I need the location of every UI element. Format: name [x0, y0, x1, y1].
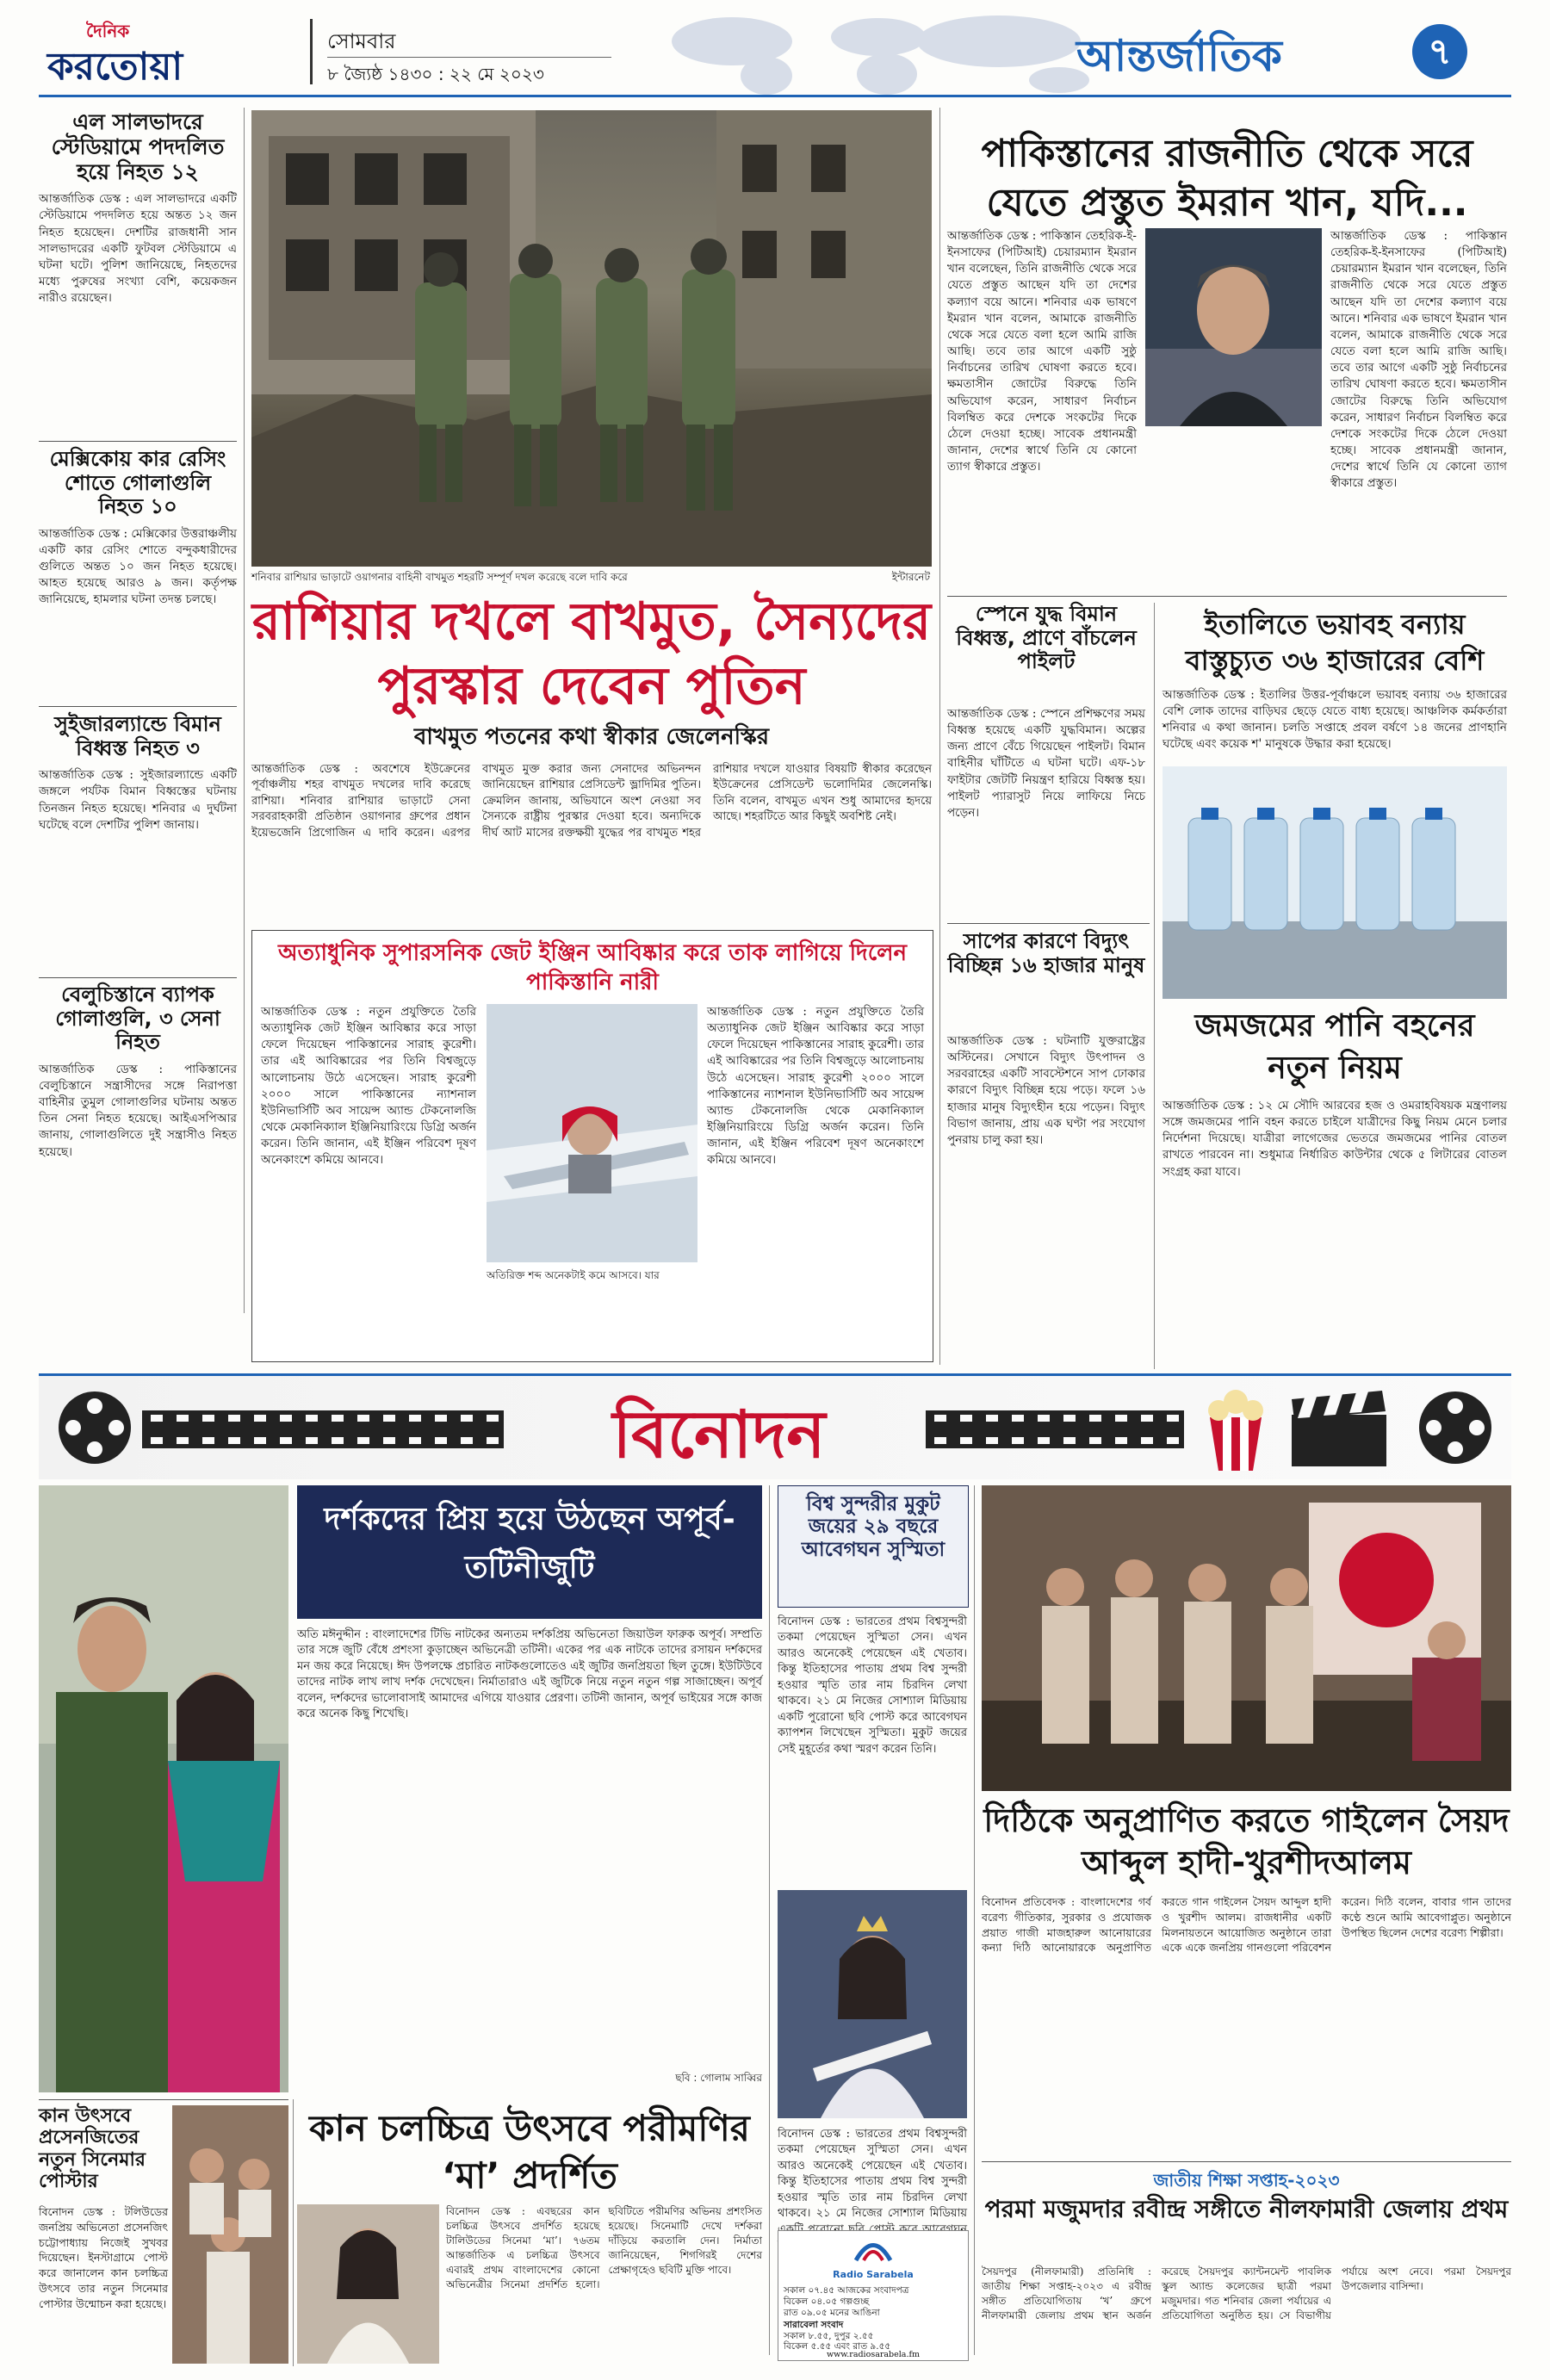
story-title: সুইজারল্যান্ডে বিমান বিধ্বস্ত নিহত ৩: [54, 712, 221, 760]
radio-website: www.radiosarabela.fm: [826, 2350, 921, 2359]
zamzam-body: আন্তর্জাতিক ডেস্ক : ১২ মে সৌদি আরবের হজ ও ওমরাহবিষয়ক মন্ত্রণালয় সঙ্গে জমজমের পানি বহন করতে চাইলে যাত্রীদের কিছু নিয়ম মেনে চলার নির্দেশনা দিয়েছে। যাত্রীরা লাগেজের ভেতরে জমজমের পানির বোতল রাখতে পারবেন না। শুধুমাত্র নির্ধারিত কাউন্টার থেকে ৫ লিটারের বোতল সংগ্রহ করা যাবে।: [1162, 1099, 1507, 1179]
imran-body-continued: আন্তর্জাতিক ডেস্ক : পাকিস্তান তেহরিক-ই-ইনসাফের (পিটিআই) চেয়ারম্যান ইমরান খান বলেছেন, তিনি রাজনীতি থেকে সরে যেতে প্রস্তুত আছেন যদি তা দেশের কল্যাণ বয়ে আনে। শনিবার এক ভাষণে ইমরান খান বলেন, আমাকে রাজনীতি থেকে সরে যেতে বলা হলে আমি রাজি আছি। তবে তার আগে একটি সুষ্ঠু নির্বাচনের তারিখ ঘোষণা করতে হবে। ক্ষমতাসীন জোটের বিরুদ্ধে তিনি অভিযোগ করেন, সাধারণ নির্বাচন বিলম্বিত করে দেশকে সংকটের দিকে ঠেলে দেওয়া হচ্ছে। সাবেক প্রধানমন্ত্রী জানান, দেশের স্বার্থে তিনি যে কোনো ত্যাগ স্বীকারে প্রস্তুত।: [1330, 229, 1507, 491]
sushmita-headline: বিশ্ব সুন্দরীর মুকুট জয়ের ২৯ বছরে আবেগঘন সুস্মিতা: [801, 1493, 946, 1561]
cannes-small-headline: কান উৎসবে প্রসেনজিতের নতুন সিনেমার পোস্টার: [39, 2105, 146, 2192]
sushmita-crowning-photo: [778, 1890, 967, 2118]
masthead-rule: [39, 95, 1511, 97]
aircraft-woman-illustration: [487, 1004, 698, 1262]
imran-photo: [1145, 228, 1322, 426]
paper-name-small: দৈনিক: [86, 21, 130, 41]
education-body: সৈয়দপুর (নীলফামারী) প্রতিনিধি : জাতীয় শিক্ষা সপ্তাহ-২০২৩ এ রবীন্দ্র সঙ্গীত প্রতিযোগিতায় ‘খ’ গ্রুপে নীলফামারী জেলায় প্রথম স্থান অর্জন করেছে সৈয়দপুর ক্যান্টনমেন্ট পাবলিক স্কুল অ্যান্ড কলেজের ছাত্রী পরমা মজুমদার। গত শনিবার জেলা পর্যায়ের এ প্রতিযোগিতা অনুষ্ঠিত হয়। সে বিভাগীয় পর্যায়ে অংশ নেবে। পরমা সৈয়দপুর উপজেলার বাসিন্দা।: [982, 2265, 1511, 2322]
syed-hadi-headline: দিঠিকে অনুপ্রাণিত করতে গাইলেন সৈয়দ আব্দুল হাদী-খুরশীদআলম: [983, 1801, 1510, 1882]
issue-day: সোমবার: [327, 29, 396, 53]
radio-brand: Radio Sarabela: [833, 2269, 914, 2280]
radio-logo-icon: [852, 2234, 895, 2269]
paper-name: করতোয়া: [47, 45, 183, 89]
story-body: আন্তর্জাতিক ডেস্ক : এল সালভাদরে একটি স্টেডিয়ামে পদদলিত হয়ে অন্তত ১২ জন নিহত হয়েছেন। দেশটির রাজধানী সান সালভাদরের একটি ফুটবল স্টেডিয়ামে এ ঘটনা ঘটে। পুলিশ জানিয়েছে, নিহতদের মধ্যে পুরুষের সংখ্যা বেশি, কয়েকজন নারীও রয়েছেন।: [39, 192, 237, 306]
lead-photo-bakhmut: [251, 110, 932, 567]
issue-date: ৮ জ্যৈষ্ঠ ১৪৩০ : ২২ মে ২০২৩: [327, 64, 544, 84]
divider: [947, 923, 1150, 924]
actress-illustration: [297, 2204, 439, 2364]
imran-headline: পাকিস্তানের রাজনীতি থেকে সরে যেতে প্রস্তুত ইমরান খান, যদি...: [981, 132, 1473, 226]
divider: [39, 706, 237, 707]
apurba-headline-banner: [297, 1485, 762, 1619]
pageant-illustration: [778, 1890, 967, 2118]
divider: [39, 2099, 288, 2100]
story-body: আন্তর্জাতিক ডেস্ক : সুইজারল্যান্ডে একটি জঙ্গলে পর্যটক বিমান বিধ্বস্তের ঘটনায় তিনজন নিহত হয়েছে। শনিবার এ দুর্ঘটনা ঘটেছে বলে দেশটির পুলিশ জানায়।: [39, 768, 237, 832]
column-divider: [1154, 603, 1155, 1369]
entertainment-banner: [39, 1373, 1511, 1479]
imran-body-left: আন্তর্জাতিক ডেস্ক : পাকিস্তান তেহরিক-ই-ইনসাফের (পিটিআই) চেয়ারম্যান ইমরান খান বলেছেন, তিনি রাজনীতি থেকে সরে যেতে প্রস্তুত আছেন যদি তা দেশের কল্যাণ বয়ে আনে। শনিবার এক ভাষণে ইমরান খান বলেন, আমাকে রাজনীতি থেকে সরে যেতে বলা হলে আমি রাজি আছি। তবে তার আগে একটি সুষ্ঠু নির্বাচনের তারিখ ঘোষণা করতে হবে। ক্ষমতাসীন জোটের বিরুদ্ধে তিনি অভিযোগ করেন, সাধারণ নির্বাচন বিলম্বিত করে দেশকে সংকটের দিকে ঠেলে দেওয়া হচ্ছে। সাবেক প্রধানমন্ত্রী জানান, দেশের স্বার্থে তিনি যে কোনো ত্যাগ স্বীকারে প্রস্তুত।: [947, 229, 1137, 474]
column-divider: [974, 1485, 975, 2355]
italy-body: আন্তর্জাতিক ডেস্ক : ইতালির উত্তর-পূর্বাঞ্চলে ভয়াবহ বন্যায় ৩৬ হাজারের বেশি লোক তাদের বাড়িঘর ছেড়ে যেতে বাধ্য হয়েছে। আঞ্চলিক কর্মকর্তারা শনিবার এ কথা জানান। চলতি সপ্তাহে প্রবল বর্ষণে ১৪ জনের প্রাণহানি ঘটেছে এবং কয়েক শ' মানুষকে উদ্ধার করা হয়েছে।: [1162, 688, 1507, 752]
couple-illustration: [39, 1485, 288, 2092]
clapperboard-icon: [1287, 1389, 1391, 1468]
sushmita-body-tail: বিনোদন ডেস্ক : ভারতের প্রথম বিশ্বসুন্দরী তকমা পেয়েছেন সুস্মিতা সেন। এখন আরও অনেকেই পেয়েছেন এই খেতাব। কিন্তু ইতিহাসের পাতায় প্রথম বিশ্ব সুন্দরী হওয়ার স্মৃতি তার নাম চিরদিন লেখা থাকবে। ২১ মে নিজের সোশ্যাল মিডিয়ায়: [778, 2128, 967, 2221]
radio-schedule-line: বিকেল ০৪.০৫ গল্পগুচ্ছ: [784, 2296, 870, 2307]
apurba-totini-photo: [39, 1485, 288, 2092]
jet-engine-headline: অত্যাধুনিক সুপারসনিক জেট ইঞ্জিন আবিষ্কার করে তাক লাগিয়ে দিলেন পাকিস্তানি নারী: [277, 940, 908, 995]
jet-engine-body-right: [707, 1004, 924, 1353]
divider: [39, 977, 237, 978]
column-divider: [293, 2099, 294, 2366]
radio-schedule-line: বিকেল ৫.৫৫ এবং রাত ৯.৫৫: [784, 2341, 891, 2352]
crowd-illustration: [172, 2105, 288, 2364]
story-title: এল সালভাদরে স্টেডিয়ামে পদদলিত হয়ে নিহত ১২: [51, 109, 225, 184]
imran-body-right: [1330, 228, 1507, 590]
story-mexico: [39, 448, 237, 668]
film-reel-icon: [47, 1385, 142, 1471]
story-balochistan: [39, 983, 237, 1286]
portrait-illustration: [1145, 228, 1322, 426]
sushmita-body-continued: [778, 2127, 967, 2222]
apurba-credit: ছবি : গোলাম সাব্বির: [675, 2072, 762, 2084]
story-title: মেক্সিকোয় কার রেসিং শোতে গোলাগুলি নিহত ১০: [49, 447, 226, 519]
education-headline: পরমা মজুমদার রবীন্দ্র সঙ্গীতে নীলফামারী জেলায় প্রথম: [984, 2195, 1509, 2223]
story-body: আন্তর্জাতিক ডেস্ক : মেক্সিকোর উত্তরাঞ্চলীয় একটি কার রেসিং শোতে বন্দুকধারীদের গুলিতে অন্তত ১০ জন নিহত হয়েছে। আহত হয়েছে আরও ৯ জন। কর্তৃপক্ষ জানিয়েছে, হামলার ঘটনা তদন্ত চলছে।: [39, 526, 237, 607]
story-el-salvador: [39, 103, 237, 398]
sushmita-body: বিনোদন ডেস্ক : ভারতের প্রথম বিশ্বসুন্দরী তকমা পেয়েছেন সুস্মিতা সেন। এখন আরও অনেকেই পেয়েছেন এই খেতাব। কিন্তু ইতিহাসের পাতায় প্রথম বিশ্ব সুন্দরী হওয়ার স্মৃতি তার নাম চিরদিন লেখা থাকবে। ২১ মে নিজের সোশ্যাল মিডিয়ায় একটি পুরোনো ছবি পোস্ট করে আবেগঘন ক্যাপশন লিখেছেন সুস্মিতা। মুকুট জয়ের সেই মুহূর্তের কথা স্মরণ করেন তিনি।: [778, 1615, 967, 1756]
zamzam-bottles-photo: [1162, 766, 1507, 999]
column-divider: [244, 108, 245, 1313]
lead-photo-caption: শনিবার রাশিয়ার ভাড়াটে ওয়াগনার বাহিনী বাখমুত শহরটি সম্পূর্ণ দখল করেছে বলে দাবি করে: [251, 571, 628, 583]
apurba-headline: দর্শকদের প্রিয় হয়ে উঠছেন অপূর্ব-তটিনীজুটি: [324, 1502, 735, 1585]
radio-schedule-line: সকাল ৮.৫৫, দুপুর ২.৫৫: [784, 2331, 874, 2341]
lead-subhead: বাখমুত পতনের কথা স্বীকার জেলেনস্কির: [413, 724, 770, 750]
italy-headline: ইতালিতে ভয়াবহ বন্যায় বাস্তুচ্যুত ৩৬ হাজারের বেশি: [1185, 608, 1485, 677]
education-kicker: জাতীয় শিক্ষা সপ্তাহ-২০২৩: [1153, 2170, 1340, 2191]
prosenjit-poster-photo: [172, 2105, 288, 2364]
lead-headline: রাশিয়ার দখলে বাখমুত, সৈন্যদের পুরস্কার দেবেন পুতিন: [251, 592, 932, 716]
section-title: আন্তর্জাতিক: [1076, 31, 1282, 81]
radio-schedule-line: রাত ০৯.০৫ মনের আঙিনা: [784, 2308, 880, 2318]
masthead: [0, 0, 1550, 102]
lead-photo-credit: ইন্টারনেট: [891, 571, 930, 583]
film-reel-icon: [1408, 1385, 1503, 1471]
apurba-body: অতি মঈনুদ্দীন : বাংলাদেশের টিভি নাটকের অন্যতম দর্শকপ্রিয় অভিনেতা জিয়াউল ফারুক অপূর্ব। সম্প্রতি তার সঙ্গে জুটি বেঁধে প্রশংসা কুড়াচ্ছেন অভিনেত্রী তটিনী। একের পর এক নাটকে তাদের রসায়ন দর্শকদের মন জয় করে নিয়েছে। ঈদ উপলক্ষে প্রচারিত নাটকগুলোতেও এই জুটির জনপ্রিয়তা ছিল তুঙ্গে। ইউটিউবে তাদের নাটক লাখ লাখ দর্শক দেখেছেন। নির্মাতারাও এই জুটিকে নিয়ে নতুন নতুন গল্প সাজাচ্ছেন। অপূর্ব বলেন, দর্শকদের ভালোবাসাই আমাদের এগিয়ে যাওয়ার প্রেরণা। তটিনী জানান, অপূর্ব ভাইয়ের সঙ্গে কাজ করে অনেক কিছু শিখেছি।: [297, 1628, 762, 1721]
story-title: বেলুচিস্তানে ব্যাপক গোলাগুলি, ৩ সেনা নিহত: [55, 982, 220, 1055]
story-body: আন্তর্জাতিক ডেস্ক : পাকিস্তানের বেলুচিস্তানে সন্ত্রাসীদের সঙ্গে নিরাপত্তা বাহিনীর তুমুল গোলাগুলির ঘটনায় অন্তত তিন সেনা নিহত হয়েছে। আইএসপিআর জানায়, গোলাগুলিতে দুই সন্ত্রাসীও নিহত হয়েছে।: [39, 1062, 237, 1159]
syed-hadi-event-photo: [982, 1485, 1511, 1791]
mahi-headline: কান চলচ্চিত্র উৎসবে পরীমণির ‘মা’ প্রদর্শিত: [309, 2107, 750, 2197]
jet-engine-photo: [487, 1004, 698, 1262]
left-column: [39, 103, 237, 1317]
film-strip-decoration: [926, 1410, 1184, 1448]
bottles-illustration: [1162, 766, 1507, 999]
jet-engine-body-left: আন্তর্জাতিক ডেস্ক : নতুন প্রযুক্তিতে তৈরি অত্যাধুনিক জেট ইঞ্জিন আবিষ্কার করে সাড়া ফেলে দিয়েছেন পাকিস্তানের সারাহ কুরেশী। তার এই আবিষ্কারের পর তিনি বিশ্বজুড়ে আলোচনায় উঠে এসেছেন। সারাহ কুরেশী ২০০০ সালে পাকিস্তানের ন্যাশনাল ইউনিভার্সিটি অব সায়েন্স অ্যান্ড টেকনোলজি থেকে মেকানিক্যাল ইঞ্জিনিয়ারিংয়ে ডিগ্রি অর্জন করেন। তিনি জানান, এই ইঞ্জিন পরিবেশ দূষণ অনেকাংশে কমিয়ে আনবে।: [261, 1005, 476, 1168]
column-divider: [939, 108, 940, 1365]
snake-body: আন্তর্জাতিক ডেস্ক : ঘটনাটি যুক্তরাষ্ট্রের অস্টিনের। সেখানে বিদ্যুৎ উৎপাদন ও সরবরাহের একটি সাবস্টেশনে সাপ ঢোকার কারণে বিদ্যুৎ বিচ্ছিন্ন হয়ে পড়ে। ফলে ১৬ হাজার মানুষ বিদ্যুৎহীন হয়ে পড়েন। বিদ্যুৎ বিভাগ জানায়, প্রায় এক ঘণ্টা পর সংযোগ পুনরায় চালু করা হয়।: [947, 1034, 1145, 1147]
popcorn-icon: [1197, 1383, 1274, 1473]
radio-sarabela-ad: [778, 2230, 969, 2361]
spain-headline: স্পেনে যুদ্ধ বিমান বিধ্বস্ত, প্রাণে বাঁচলেন পাইলট: [956, 602, 1137, 674]
column-divider: [769, 1485, 770, 2355]
jet-engine-body-continued: আন্তর্জাতিক ডেস্ক : নতুন প্রযুক্তিতে তৈরি অত্যাধুনিক জেট ইঞ্জিন আবিষ্কার করে সাড়া ফেলে দিয়েছেন পাকিস্তানের সারাহ কুরেশী। তার এই আবিষ্কারের পর তিনি বিশ্বজুড়ে আলোচনায় উঠে এসেছেন। সারাহ কুরেশী ২০০০ সালে পাকিস্তানের ন্যাশনাল ইউনিভার্সিটি অব সায়েন্স অ্যান্ড টেকনোলজি থেকে মেকানিক্যাল ইঞ্জিনিয়ারিংয়ে ডিগ্রি অর্জন করেন। তিনি জানান, এই ইঞ্জিন পরিবেশ দূষণ অনেকাংশে কমিয়ে আনবে।: [707, 1005, 924, 1168]
film-strip-decoration: [142, 1410, 504, 1448]
lead-body: আন্তর্জাতিক ডেস্ক : অবশেষে ইউক্রেনের পূর্বাঞ্চলীয় শহর বাখমুত দখলের দাবি করেছে রাশিয়া। শনিবার রাশিয়ার ভাড়াটে সেনা সরবরাহকারী প্রতিষ্ঠান ওয়াগনার গ্রুপের প্রধান ইয়েভজেনি প্রিগোজিন এ দাবি করেন। এরপর বাখমুত মুক্ত করার জন্য সেনাদের অভিনন্দন জানিয়েছেন রাশিয়ার প্রেসিডেন্ট ভ্লাদিমির পুতিন। ক্রেমলিন জানায়, অভিযানে অংশ নেওয়া সব সৈন্যকে রাষ্ট্রীয় পুরস্কার দেওয়া হবে। অন্যদিকে দীর্ঘ আট মাসের রক্তক্ষয়ী যুদ্ধের পর বাখমুত শহর রাশিয়ার দখলে যাওয়ার বিষয়টি স্বীকার করেছেন ইউক্রেনের প্রেসিডেন্ট ভলোদিমির জেলেনস্কি। তিনি বলেন, বাখমুত এখন শুধু আমাদের হৃদয়ে আছে। শহরটিতে আর কিছুই অবশিষ্ট নেই।: [251, 763, 932, 840]
masthead-date-rule: [327, 57, 611, 58]
jet-engine-photo-caption: অতিরিক্ত শব্দ অনেকটাই কমে আসবে। যার: [487, 1269, 660, 1281]
syed-hadi-body: বিনোদন প্রতিবেদক : বাংলাদেশের গর্ব বরেণ্য গীতিকার, সুরকার ও প্রযোজক প্রয়াত গাজী মাজহারুল আনোয়ারের কন্যা দিঠি আনোয়ারকে অনুপ্রাণিত করতে গান গাইলেন সৈয়দ আব্দুল হাদী ও খুরশীদ আলম। রাজধানীর একটি মিলনায়তনে আয়োজিত অনুষ্ঠানে তারা একে একে জনপ্রিয় গানগুলো পরিবেশন করেন। দিঠি বলেন, বাবার গান তাদের কণ্ঠে শুনে আমি আবেগাপ্লুত। অনুষ্ঠানে উপস্থিত ছিলেন দেশের বরেণ্য শিল্পীরা।: [982, 1895, 1511, 1955]
sushmita-headline-box: [778, 1485, 969, 1608]
radio-schedule-line: সকাল ০৭.৪৫ আজকের সংবাদপত্র: [784, 2285, 909, 2296]
masthead-divider: [310, 19, 313, 84]
divider: [947, 596, 1507, 597]
mahi-body: বিনোদন ডেস্ক : এবছরের কান চলচ্চিত্র উৎসবে প্রদর্শিত হয়েছে টালিউডের সিনেমা ‘মা’। ৭৬তম আন্তর্জাতিক এ চলচ্চিত্র উৎসবে এবারই প্রথম বাংলাদেশের কোনো অভিনেত্রীর সিনেমা প্রদর্শিত হলো। ছবিটিতে পরীমণির অভিনয় প্রশংসিত হয়েছে। সিনেমাটি দেখে দর্শকরা দাঁড়িয়ে করতালি দেন। নির্মাতা জানিয়েছেন, শিগগিরই দেশের প্রেক্ষাগৃহেও ছবিটি মুক্তি পাবে।: [446, 2205, 762, 2291]
stage-performance-illustration: [982, 1485, 1511, 1791]
snake-headline: সাপের কারণে বিদ্যুৎ বিচ্ছিন্ন ১৬ হাজার মানুষ: [947, 929, 1145, 977]
jet-engine-story: [251, 930, 933, 1362]
page-number: ৭: [1428, 30, 1452, 72]
page-number-badge: [1412, 24, 1467, 79]
world-map-decoration: [654, 7, 1137, 97]
cannes-small-body: বিনোদন ডেস্ক : টলিউডের জনপ্রিয় অভিনেতা প্রসেনজিৎ চট্টোপাধ্যায় নিজেই সুখবর দিয়েছেন। ইনস্টাগ্রামে পোস্ট করে জানালেন কান চলচ্চিত্র উৎসবে তার নতুন সিনেমার পোস্টার উন্মোচন করা হয়েছে।: [39, 2205, 168, 2310]
zamzam-headline: জমজমের পানি বহনের নতুন নিয়ম: [1194, 1008, 1475, 1086]
story-switzerland: [39, 713, 237, 914]
divider: [39, 441, 237, 442]
soldiers-rubble-illustration: [251, 110, 932, 567]
spain-body: আন্তর্জাতিক ডেস্ক : স্পেনে প্রশিক্ষণের সময় বিধ্বস্ত হয়েছে একটি যুদ্ধবিমান। অল্পের জন্য প্রাণে বেঁচে গিয়েছেন পাইলট। বিমান বাহিনীর ঘাঁটিতে এ ঘটনা ঘটে। এফ-১৮ ফাইটার জেটটি নিয়ন্ত্রণ হারিয়ে বিধ্বস্ত হয়। পাইলট প্যারাসুট নিয়ে লাফিয়ে নিচে পড়েন।: [947, 707, 1145, 820]
entertainment-title: বিনোদন: [612, 1396, 826, 1472]
divider: [982, 2161, 1511, 2162]
mahi-cannes-photo: [297, 2204, 439, 2364]
radio-news-label: সারাবেলা সংবাদ: [784, 2320, 844, 2330]
